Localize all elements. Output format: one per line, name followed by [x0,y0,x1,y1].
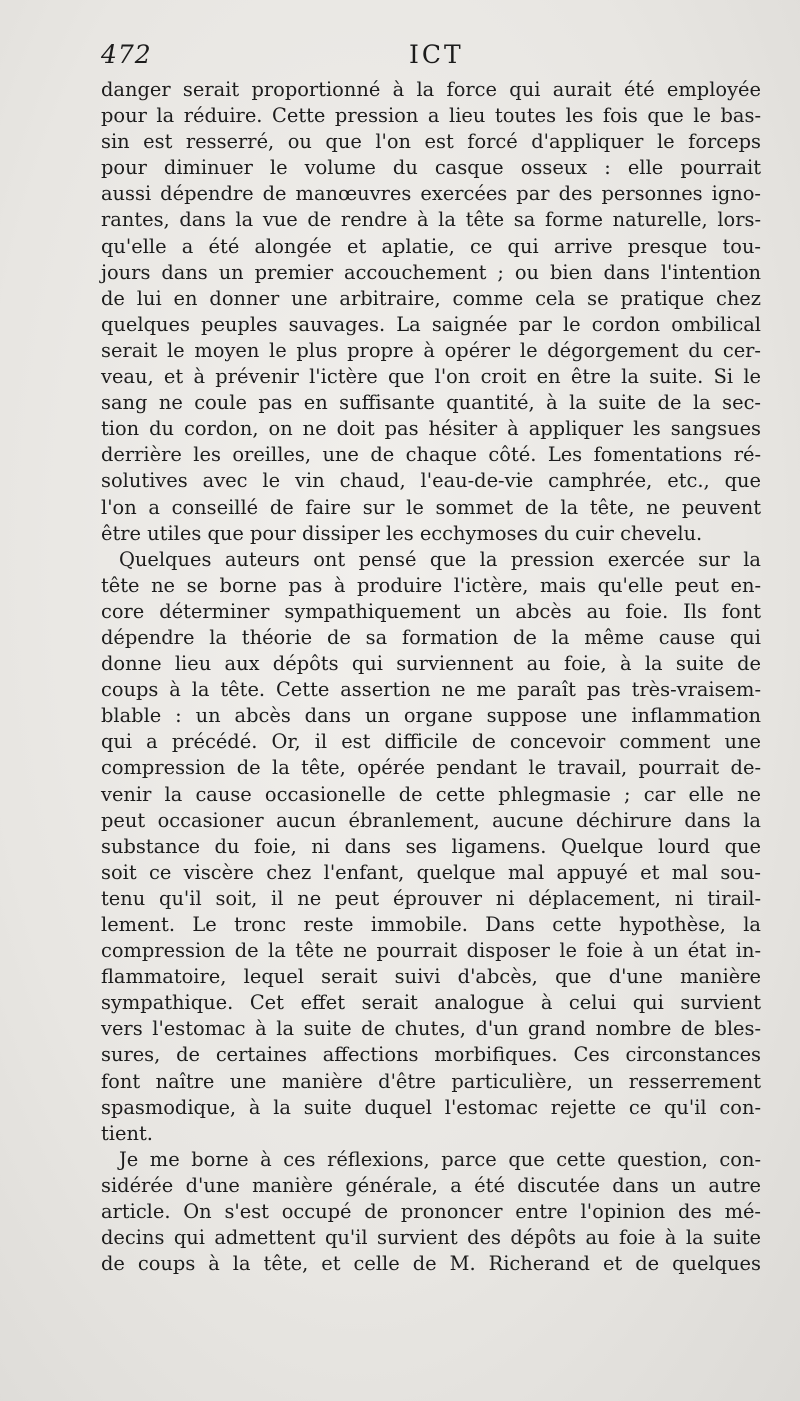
text-line: decins qui admettent qu'il survient des dépôts au foie à la suite [101,1226,761,1250]
text-line: sidérée d'une manière générale, a été discutée dans un autre [101,1173,761,1197]
paragraph [101,547,761,1147]
text-line: de lui en donner une arbitraire, comme cela se pratique chez [101,286,761,310]
text-line: compression de la tête, opérée pendant le travail, pourrait de- [101,756,761,780]
text-line: jours dans un premier accouchement ; ou bien dans l'intention [101,260,761,284]
running-head: ICT [409,40,464,69]
text-line: l'on a conseillé de faire sur le sommet de la tête, ne peuvent [101,495,761,519]
text-line: coups à la tête. Cette assertion ne me paraît pas très-vraisem- [101,678,761,702]
text-line: sures, de certaines affections morbifiques. Ces circonstances [101,1043,761,1067]
body-text [101,77,761,1277]
text-line: donne lieu aux dépôts qui surviennent au foie, à la suite de [101,652,761,676]
page-header [101,40,761,80]
text-line: lement. Le tronc reste immobile. Dans cette hypothèse, la [101,913,761,936]
text-line: font naître une manière d'être particulière, un resserrement [101,1069,761,1093]
text-line: qu'elle a été alongée et aplatie, ce qui arrive presque tou- [101,234,761,258]
text-line: blable : un abcès dans un organe suppose une inflammation [101,704,761,728]
text-line: core déterminer sympathiquement un abcès au foie. Ils font [101,599,761,623]
text-line: serait le moyen le plus propre à opérer le dégorgement du cer- [101,338,761,362]
text-line: tient. [101,1121,153,1145]
text-line: Quelques auteurs ont pensé que la pression exercée sur la [119,547,761,571]
text-line: qui a précédé. Or, il est difficile de concevoir comment une [101,730,761,754]
text-line: veau, et à prévenir l'ictère que l'on croit en être la suite. Si le [101,365,761,389]
paragraph [101,77,761,547]
text-line: pour diminuer le volume du casque osseux : elle pourrait [101,156,761,180]
text-line: substance du foie, ni dans ses ligamens. Quelque lourd que [101,834,761,858]
text-line: sin est resserré, ou que l'on est forcé d'appliquer le forceps [101,130,761,154]
text-line: article. On s'est occupé de prononcer entre l'opinion des mé- [101,1200,761,1224]
text-line: peut occasioner aucun ébranlement, aucune déchirure dans la [101,808,761,832]
text-line: Je me borne à ces réflexions, parce que cette question, con- [119,1147,761,1171]
text-line: venir la cause occasionelle de cette phlegmasie ; car elle ne [101,782,761,806]
text-line: pour la réduire. Cette pression a lieu toutes les fois que le bas- [101,104,761,128]
text-line: sympathique. Cet effet serait analogue à celui qui survient [101,991,761,1015]
text-line: vers l'estomac à la suite de chutes, d'un grand nombre de bles- [101,1017,761,1041]
text-line: solutives avec le vin chaud, l'eau-de-vie camphrée, etc., que [101,469,761,493]
text-line: tion du cordon, on ne doit pas hésiter à appliquer les sangsues [101,417,761,441]
text-line: aussi dépendre de manœuvres exercées par des personnes igno- [101,182,761,206]
page-number: 472 [101,40,152,69]
text-line: être utiles que pour dissiper les ecchymoses du cuir chevelu. [101,521,703,545]
text-line: spasmodique, à la suite duquel l'estomac rejette ce qu'il con- [101,1095,761,1119]
text-line: danger serait proportionné à la force qui aurait été employée [101,78,761,101]
text-line: quelques peuples sauvages. La saignée par le cordon ombilical [101,312,761,336]
text-line: derrière les oreilles, une de chaque côté. Les fomentations ré- [101,443,761,467]
text-line: flammatoire, lequel serait suivi d'abcès, que d'une manière [101,965,761,989]
text-line: de coups à la tête, et celle de M. Richerand et de quelques [101,1252,761,1276]
text-line: tenu qu'il soit, il ne peut éprouver ni déplacement, ni tirail- [101,886,761,910]
text-line: rantes, dans la vue de rendre à la tête sa forme naturelle, lors- [101,208,761,232]
text-line: tête ne se borne pas à produire l'ictère, mais qu'elle peut en- [101,573,761,597]
text-line: compression de la tête ne pourrait disposer le foie à un état in- [101,939,761,963]
text-line: dépendre la théorie de sa formation de la même cause qui [101,625,761,649]
text-line: sang ne coule pas en suffisante quantité, à la suite de la sec- [101,391,761,415]
paragraph [101,1147,761,1277]
text-line: soit ce viscère chez l'enfant, quelque mal appuyé et mal sou- [101,860,761,884]
